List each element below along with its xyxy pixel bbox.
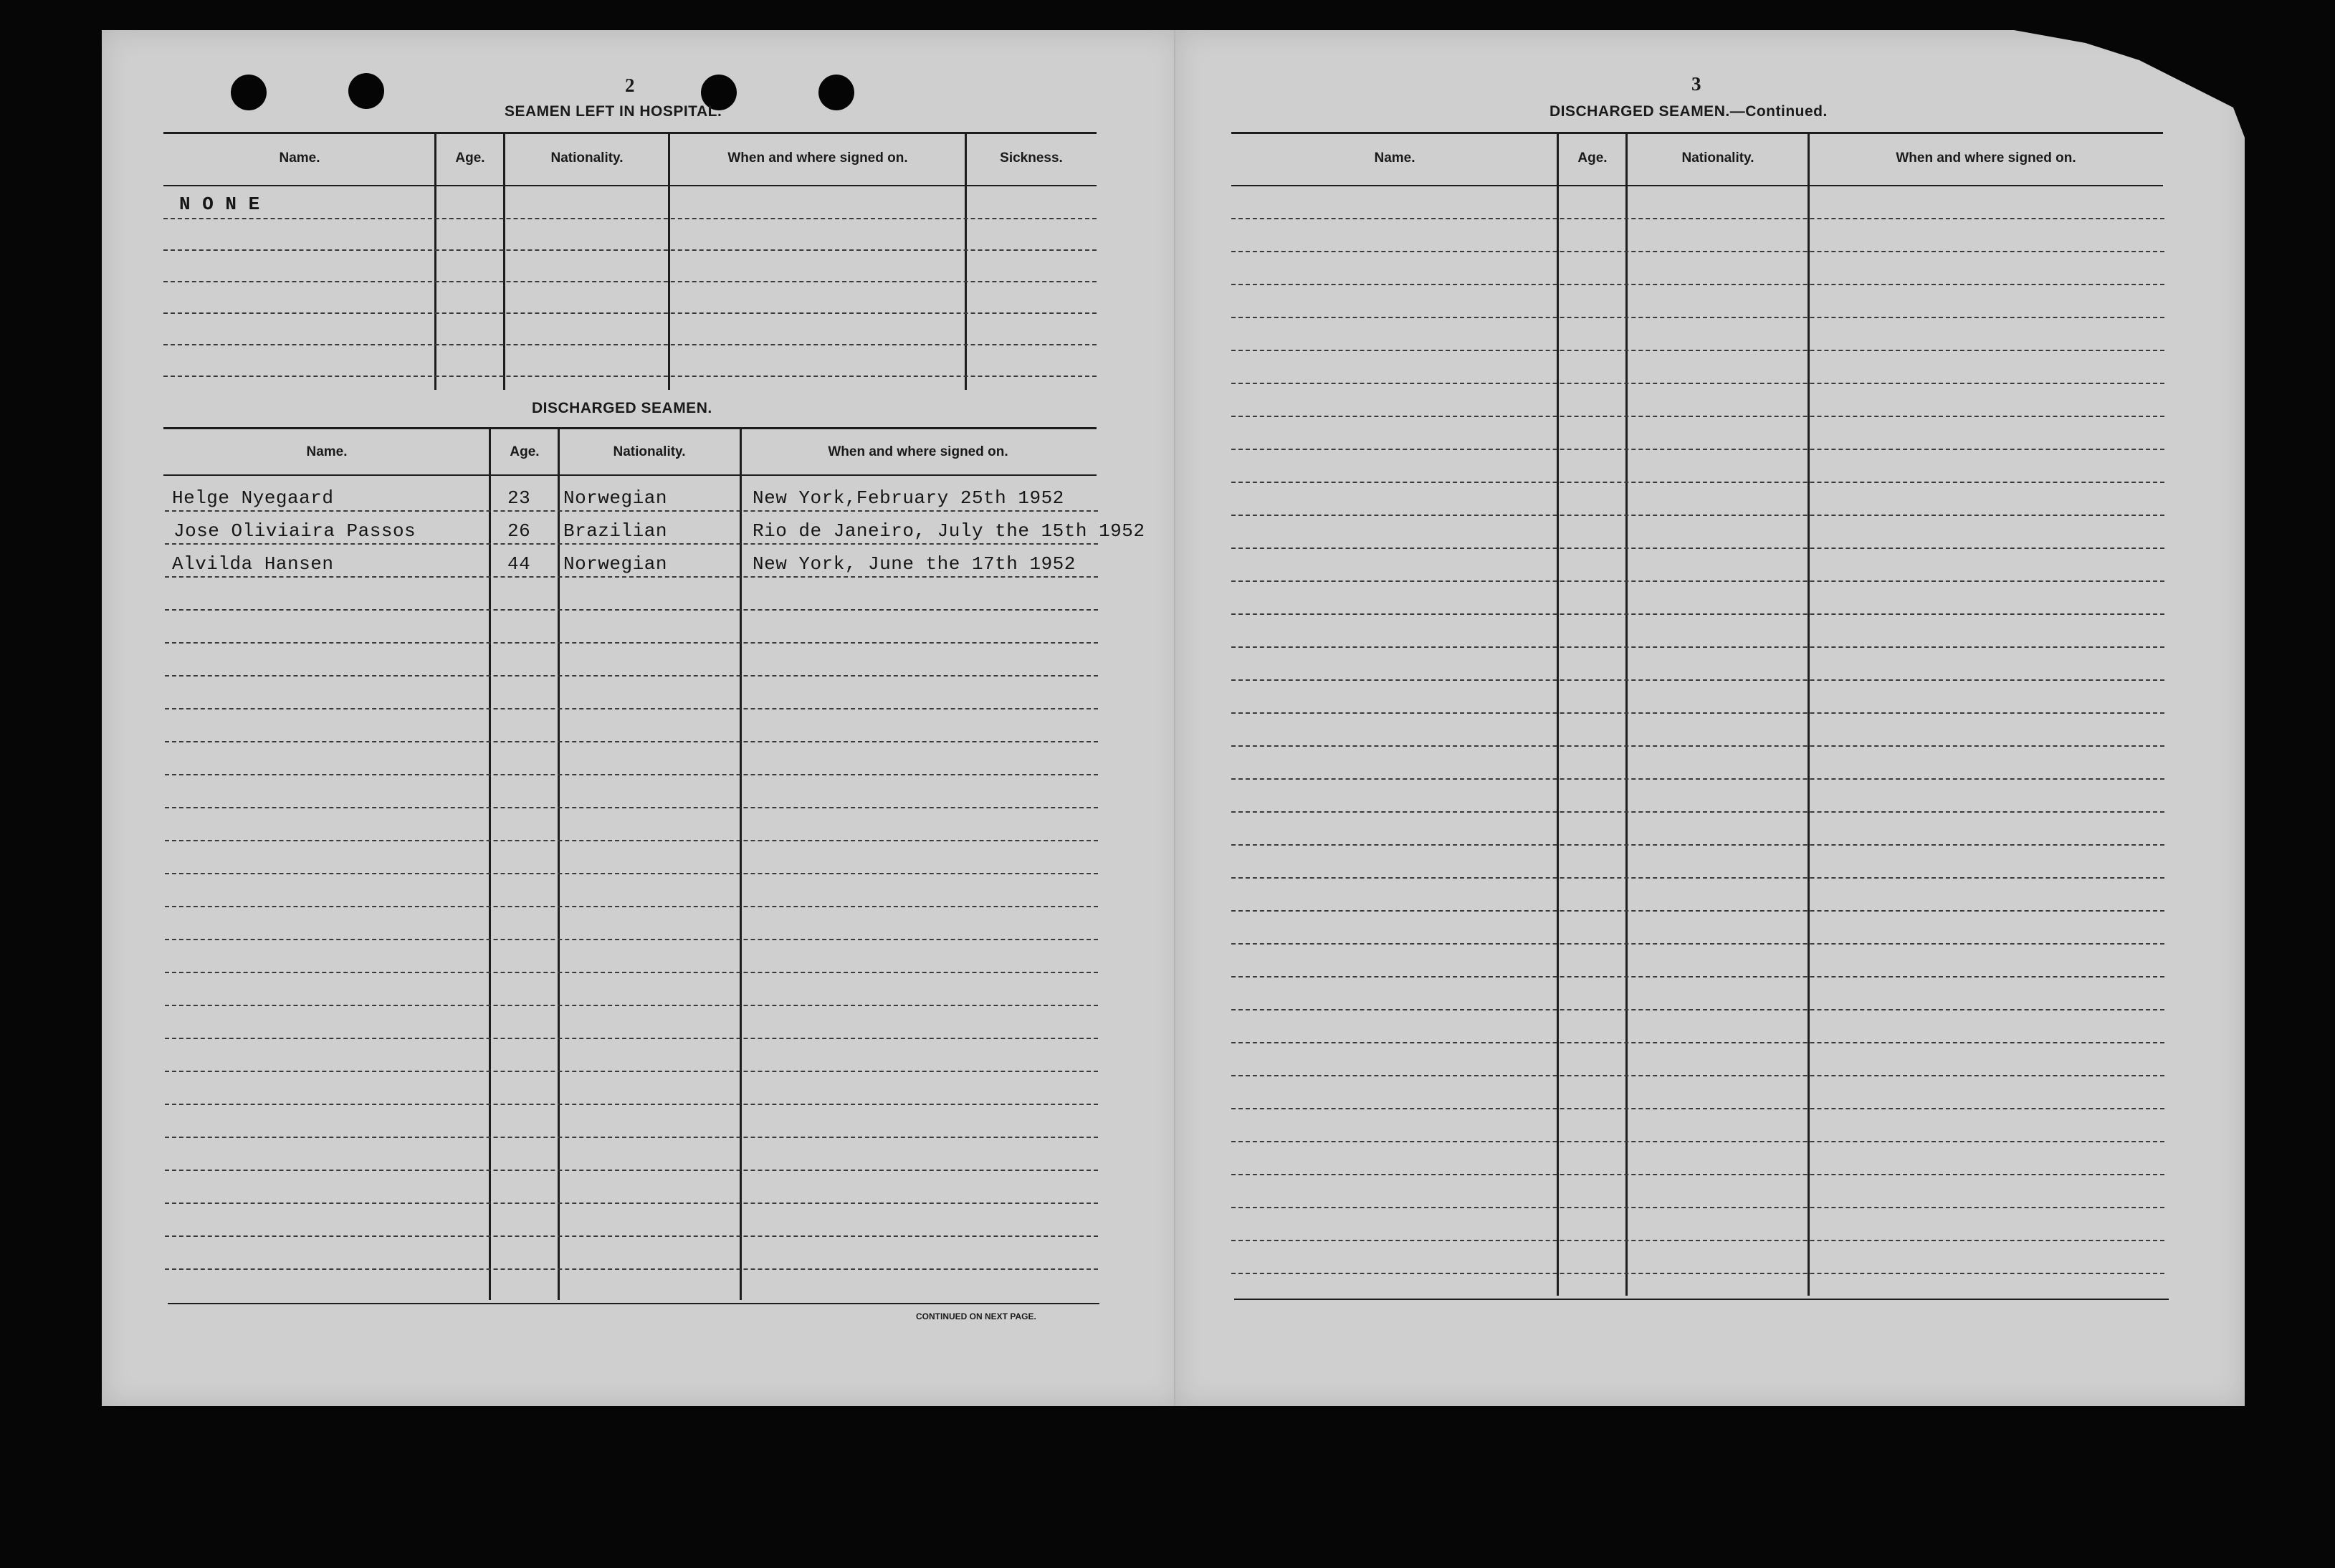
ruled-line	[165, 774, 1098, 775]
right-col-divider	[1557, 133, 1559, 1296]
ruled-line	[1231, 515, 2164, 516]
ruled-line	[165, 1137, 1098, 1138]
right-header-rule	[1231, 185, 2163, 186]
ruled-line	[1231, 218, 2164, 219]
right-col-divider	[1808, 133, 1810, 1296]
ruled-line	[1231, 613, 2164, 615]
right-col-divider	[1625, 133, 1628, 1296]
seaman-2-nationality: Brazilian	[563, 520, 667, 542]
hospital-col-divider	[503, 133, 505, 390]
ruled-line	[1231, 778, 2164, 780]
ruled-line	[165, 543, 1098, 545]
ruled-line	[1231, 383, 2164, 384]
hospital-col-nationality: Nationality.	[550, 150, 624, 166]
seaman-1-name: Helge Nyegaard	[172, 487, 334, 509]
ruled-line	[1231, 580, 2164, 582]
ruled-line	[165, 1203, 1098, 1204]
right-col-name: Name.	[1374, 150, 1415, 166]
seaman-3-age: 44	[507, 553, 531, 575]
seaman-2-name: Jose Oliviaira Passos	[173, 520, 416, 542]
seaman-1-age: 23	[507, 487, 531, 509]
ruled-line	[1231, 1273, 2164, 1274]
hospital-col-signed-on: When and where signed on.	[727, 150, 908, 166]
ruled-line	[1231, 482, 2164, 483]
ruled-line	[1231, 1240, 2164, 1241]
seaman-3-nationality: Norwegian	[563, 553, 667, 575]
ruled-line	[1231, 350, 2164, 351]
discharged-continued-title: DISCHARGED SEAMEN.—Continued.	[1549, 103, 1828, 120]
ruled-line	[163, 312, 1097, 314]
punch-hole	[231, 75, 267, 110]
ruled-line	[165, 1170, 1098, 1171]
ruled-line	[165, 939, 1098, 940]
ruled-line	[1231, 877, 2164, 879]
ruled-line	[1231, 548, 2164, 549]
hospital-section-title: SEAMEN LEFT IN HOSPITAL.	[505, 103, 722, 120]
ruled-line	[1231, 251, 2164, 252]
ruled-line	[1231, 976, 2164, 977]
left-page	[102, 30, 1181, 1406]
ruled-line	[165, 873, 1098, 874]
ruled-line	[163, 281, 1097, 282]
ruled-line	[165, 1005, 1098, 1006]
seaman-2-age: 26	[507, 520, 531, 542]
ruled-line	[165, 1104, 1098, 1105]
ruled-line	[1231, 1207, 2164, 1208]
discharged-bottom-rule	[168, 1303, 1099, 1304]
ruled-line	[1231, 1075, 2164, 1076]
ruled-line	[1231, 449, 2164, 450]
ruled-line	[165, 807, 1098, 808]
discharged-table-top-rule	[163, 427, 1097, 429]
ruled-line	[1231, 1174, 2164, 1175]
page-number-left: 2	[625, 75, 635, 96]
page-number-right: 3	[1691, 73, 1701, 95]
ruled-line	[163, 249, 1097, 251]
ruled-line	[165, 708, 1098, 709]
seaman-2-signed-on: Rio de Janeiro, July the 15th 1952	[753, 520, 1145, 542]
ruled-line	[1231, 943, 2164, 945]
right-bottom-rule	[1234, 1299, 2169, 1300]
ruled-line	[163, 344, 1097, 345]
ruled-line	[165, 972, 1098, 973]
ruled-line	[165, 1235, 1098, 1237]
ruled-line	[165, 1268, 1098, 1270]
seaman-3-name: Alvilda Hansen	[172, 553, 334, 575]
discharged-col-age: Age.	[510, 444, 540, 459]
ruled-line	[165, 741, 1098, 742]
punch-hole	[818, 75, 854, 110]
hospital-col-age: Age.	[455, 150, 485, 166]
ruled-line	[1231, 284, 2164, 285]
ruled-line	[165, 840, 1098, 841]
seaman-1-signed-on: New York,February 25th 1952	[753, 487, 1064, 509]
seaman-3-signed-on: New York, June the 17th 1952	[753, 553, 1076, 575]
right-page	[1175, 30, 2245, 1406]
hospital-table-top-rule	[163, 132, 1097, 134]
ruled-line	[1231, 1009, 2164, 1010]
ruled-line	[165, 609, 1098, 611]
ruled-line	[1231, 1042, 2164, 1043]
punch-hole	[348, 73, 384, 109]
ruled-line	[1231, 679, 2164, 681]
right-col-signed-on: When and where signed on.	[1896, 150, 2076, 166]
hospital-col-sickness: Sickness.	[1000, 150, 1063, 166]
ruled-line	[165, 642, 1098, 644]
hospital-col-divider	[434, 133, 436, 390]
discharged-col-name: Name.	[306, 444, 348, 459]
hospital-col-name: Name.	[279, 150, 320, 166]
ruled-line	[1231, 844, 2164, 846]
right-col-nationality: Nationality.	[1681, 150, 1754, 166]
ruled-line	[163, 218, 1097, 219]
discharged-col-signed-on: When and where signed on.	[828, 444, 1008, 459]
ruled-line	[1231, 910, 2164, 912]
ruled-line	[1231, 1108, 2164, 1109]
ruled-line	[1231, 811, 2164, 813]
right-col-age: Age.	[1577, 150, 1608, 166]
discharged-header-rule	[163, 474, 1097, 476]
hospital-header-rule	[163, 185, 1097, 186]
discharged-section-title: DISCHARGED SEAMEN.	[532, 400, 712, 416]
ruled-line	[163, 376, 1097, 377]
ruled-line	[1231, 745, 2164, 747]
ruled-line	[165, 675, 1098, 677]
ruled-line	[165, 1071, 1098, 1072]
ruled-line	[1231, 712, 2164, 714]
ruled-line	[1231, 646, 2164, 648]
hospital-col-divider	[965, 133, 967, 390]
seaman-1-nationality: Norwegian	[563, 487, 667, 509]
ruled-line	[1231, 317, 2164, 318]
discharged-col-nationality: Nationality.	[613, 444, 686, 459]
ruled-line	[1231, 1141, 2164, 1142]
ruled-line	[165, 1038, 1098, 1039]
right-table-top-rule	[1231, 132, 2163, 134]
ruled-line	[165, 510, 1098, 512]
continued-footer: CONTINUED ON NEXT PAGE.	[916, 1311, 1036, 1321]
ruled-line	[165, 576, 1098, 578]
ruled-line	[165, 906, 1098, 907]
ruled-line	[1231, 416, 2164, 417]
hospital-col-divider	[668, 133, 670, 390]
hospital-entry-none: N O N E	[179, 193, 260, 215]
